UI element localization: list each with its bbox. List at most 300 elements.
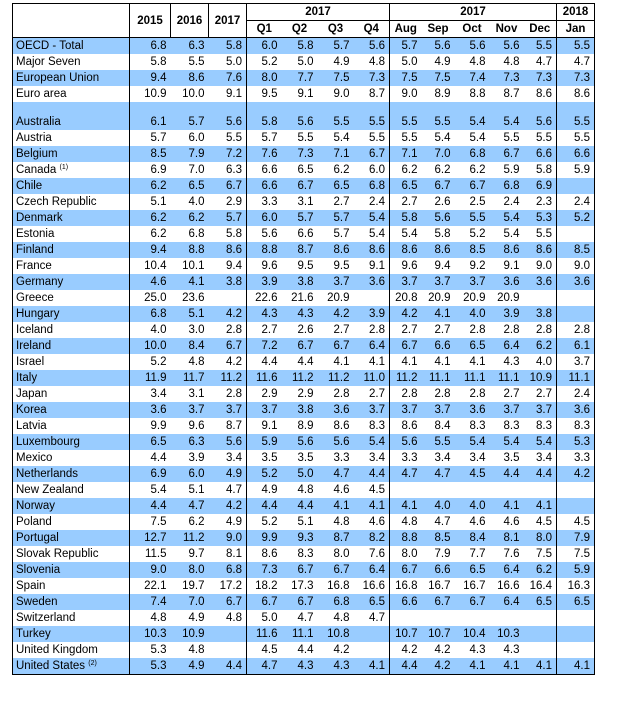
value-cell: 2.5 <box>469 196 486 208</box>
country-name: Germany <box>16 276 64 288</box>
spacer-cell <box>422 102 455 114</box>
table-row <box>13 402 595 418</box>
value-cell: 9.9 <box>150 420 167 432</box>
header-blank <box>13 4 130 38</box>
country-name-cell <box>13 514 130 530</box>
spacer-cell <box>282 102 318 114</box>
value-cell: 4.6 <box>503 516 520 528</box>
value-cell: 4.6 <box>333 484 350 496</box>
value-cell: 10.3 <box>130 626 171 642</box>
value-cell <box>354 642 390 658</box>
value-cell: 4.5 <box>524 514 557 530</box>
value-cell: 3.6 <box>524 274 557 290</box>
value-cell: 3.7 <box>318 274 354 290</box>
value-cell: 3.6 <box>318 402 354 418</box>
value-cell: 5.7 <box>318 38 354 55</box>
country-name: Czech Republic <box>16 196 97 208</box>
spacer-cell <box>455 102 490 114</box>
value-cell: 9.0 <box>574 260 590 272</box>
value-cell: 17.3 <box>291 580 314 592</box>
spacer-cell <box>390 102 422 114</box>
value-cell: 8.5 <box>422 530 455 546</box>
value-cell: 16.8 <box>395 580 418 592</box>
spacer-cell <box>171 102 209 114</box>
country-name-cell <box>13 242 130 258</box>
value-cell: 5.4 <box>490 114 524 130</box>
country-name: Spain <box>16 580 46 592</box>
value-cell: 12.7 <box>130 530 171 546</box>
value-cell: 4.4 <box>390 658 422 675</box>
value-cell: 5.4 <box>524 434 557 450</box>
value-cell: 4.7 <box>209 482 247 498</box>
value-cell: 10.9 <box>171 626 209 642</box>
value-cell: 11.2 <box>171 530 209 546</box>
value-cell: 9.6 <box>261 260 278 272</box>
value-cell: 9.2 <box>469 260 486 272</box>
country-name-cell <box>13 658 130 675</box>
value-cell: 5.5 <box>209 130 247 146</box>
country-name: Iceland <box>16 324 54 336</box>
value-cell: 20.9 <box>428 292 451 304</box>
value-cell: 8.6 <box>390 242 422 258</box>
value-cell: 8.6 <box>524 242 557 258</box>
value-cell: 2.9 <box>297 388 314 400</box>
value-cell: 5.4 <box>354 210 390 226</box>
table-row <box>13 290 595 306</box>
value-cell: 5.6 <box>209 434 247 450</box>
value-cell: 8.5 <box>130 146 171 162</box>
value-cell: 5.9 <box>557 562 595 578</box>
value-cell: 10.0 <box>182 88 205 100</box>
country-name: Korea <box>16 404 47 416</box>
footnote-marker: (1) <box>59 164 69 171</box>
value-cell: 7.0 <box>188 164 205 176</box>
value-cell: 2.8 <box>524 322 557 338</box>
value-cell: 4.7 <box>318 466 354 482</box>
value-cell: 8.6 <box>524 86 557 102</box>
country-name-cell <box>13 38 130 55</box>
value-cell: 3.9 <box>490 306 524 322</box>
value-cell: 8.9 <box>434 88 451 100</box>
value-cell: 22.6 <box>255 292 278 304</box>
value-cell: 9.1 <box>209 86 247 102</box>
spacer-cell <box>13 102 130 114</box>
value-cell: 6.5 <box>171 178 209 194</box>
value-cell: 7.3 <box>282 146 318 162</box>
value-cell: 3.7 <box>574 356 590 368</box>
value-cell: 3.7 <box>247 402 282 418</box>
country-name: New Zealand <box>16 484 84 496</box>
value-cell: 7.3 <box>247 562 282 578</box>
value-cell: 5.5 <box>422 434 455 450</box>
value-cell: 5.6 <box>422 210 455 226</box>
value-cell: 18.2 <box>255 580 278 592</box>
table-row <box>13 578 595 594</box>
value-cell: 4.7 <box>524 54 557 70</box>
table-row <box>13 370 595 386</box>
value-cell: 5.3 <box>130 658 171 675</box>
value-cell: 6.7 <box>282 562 318 578</box>
value-cell: 7.0 <box>171 594 209 610</box>
value-cell: 8.3 <box>524 418 557 434</box>
header-year-2016: 2016 <box>171 4 209 38</box>
value-cell: 4.1 <box>490 498 524 514</box>
value-cell: 5.1 <box>188 484 205 496</box>
value-cell: 22.1 <box>144 580 167 592</box>
country-name: Israel <box>16 356 45 368</box>
value-cell: 2.4 <box>574 196 590 208</box>
value-cell: 8.8 <box>247 242 282 258</box>
value-cell: 3.9 <box>354 306 390 322</box>
value-cell <box>209 642 247 658</box>
value-cell <box>209 626 247 642</box>
value-cell: 2.8 <box>333 388 350 400</box>
value-cell: 8.6 <box>354 242 390 258</box>
value-cell: 8.6 <box>209 242 247 258</box>
country-name: Japan <box>16 388 48 400</box>
value-cell: 4.1 <box>490 658 524 675</box>
value-cell: 4.4 <box>150 452 167 464</box>
country-name-cell <box>13 162 130 178</box>
value-cell: 10.3 <box>490 626 524 642</box>
value-cell: 4.2 <box>390 306 422 322</box>
value-cell: 4.5 <box>354 482 390 498</box>
spacer-cell <box>524 102 557 114</box>
table-row <box>13 86 595 102</box>
value-cell: 11.6 <box>247 626 282 642</box>
unemployment-table-container <box>12 3 595 675</box>
value-cell: 8.9 <box>297 420 314 432</box>
country-name-cell <box>13 594 130 610</box>
country-name-cell <box>13 386 130 402</box>
value-cell: 4.3 <box>318 658 354 675</box>
value-cell: 5.6 <box>261 228 278 240</box>
country-name-cell <box>13 130 130 146</box>
value-cell: 5.6 <box>455 38 490 55</box>
value-cell: 6.7 <box>318 338 354 354</box>
value-cell: 6.7 <box>455 594 490 610</box>
value-cell: 6.6 <box>247 178 282 194</box>
value-cell: 5.7 <box>209 210 247 226</box>
country-name: United Kingdom <box>16 644 98 656</box>
value-cell <box>422 482 455 498</box>
value-cell: 11.2 <box>318 370 354 386</box>
value-cell: 8.6 <box>422 242 455 258</box>
country-name-cell <box>13 370 130 386</box>
value-cell: 7.5 <box>574 548 590 560</box>
value-cell: 8.3 <box>354 418 390 434</box>
country-name-cell <box>13 578 130 594</box>
value-cell: 4.4 <box>297 356 314 368</box>
spacer-cell <box>490 102 524 114</box>
value-cell: 3.9 <box>247 274 282 290</box>
value-cell: 8.5 <box>557 242 595 258</box>
header-q1: Q1 <box>247 21 282 38</box>
value-cell: 4.9 <box>188 612 205 624</box>
value-cell: 5.7 <box>333 228 350 240</box>
value-cell: 5.5 <box>455 210 490 226</box>
value-cell: 16.7 <box>463 580 486 592</box>
value-cell: 21.6 <box>291 292 314 304</box>
value-cell: 11.2 <box>282 370 318 386</box>
value-cell: 2.8 <box>354 322 390 338</box>
value-cell: 3.4 <box>209 450 247 466</box>
country-name-cell <box>13 546 130 562</box>
header-sep: Sep <box>422 21 455 38</box>
value-cell: 5.6 <box>282 114 318 130</box>
value-cell <box>490 610 524 626</box>
value-cell: 2.9 <box>209 194 247 210</box>
value-cell: 4.1 <box>469 356 486 368</box>
value-cell: 4.8 <box>354 54 390 70</box>
country-name: Belgium <box>16 148 58 160</box>
table-row <box>13 338 595 354</box>
value-cell: 2.8 <box>469 388 486 400</box>
value-cell: 3.4 <box>469 452 486 464</box>
value-cell: 9.6 <box>188 420 205 432</box>
value-cell: 4.2 <box>557 466 595 482</box>
value-cell: 10.7 <box>390 626 422 642</box>
value-cell: 4.4 <box>209 658 247 675</box>
value-cell: 20.9 <box>497 292 520 304</box>
value-cell: 4.1 <box>390 498 422 514</box>
country-name: Switzerland <box>16 612 76 624</box>
value-cell: 7.6 <box>503 548 520 560</box>
value-cell <box>422 610 455 626</box>
value-cell: 16.4 <box>524 578 557 594</box>
value-cell: 8.5 <box>455 242 490 258</box>
value-cell: 11.1 <box>557 370 595 386</box>
value-cell: 9.1 <box>503 260 520 272</box>
value-cell: 7.4 <box>130 594 171 610</box>
value-cell: 5.6 <box>390 434 422 450</box>
value-cell: 3.6 <box>490 274 524 290</box>
header-oct: Oct <box>455 21 490 38</box>
footnote-marker: (2) <box>88 660 97 667</box>
value-cell: 2.4 <box>503 196 520 208</box>
value-cell: 3.1 <box>297 196 314 208</box>
value-cell: 11.5 <box>144 548 167 560</box>
value-cell: 7.2 <box>209 146 247 162</box>
value-cell: 4.4 <box>524 466 557 482</box>
table-row <box>13 610 595 626</box>
value-cell: 3.4 <box>150 388 167 400</box>
value-cell: 4.9 <box>434 56 451 68</box>
value-cell: 6.9 <box>130 466 171 482</box>
value-cell: 6.6 <box>390 594 422 610</box>
value-cell <box>490 482 524 498</box>
value-cell: 6.7 <box>209 178 247 194</box>
value-cell: 20.9 <box>327 292 350 304</box>
value-cell: 5.6 <box>490 38 524 55</box>
value-cell: 10.0 <box>130 338 171 354</box>
value-cell: 3.7 <box>390 274 422 290</box>
value-cell: 7.3 <box>490 70 524 86</box>
value-cell: 11.1 <box>282 626 318 642</box>
value-cell: 9.5 <box>261 88 278 100</box>
value-cell: 6.7 <box>354 146 390 162</box>
country-name-cell <box>13 54 130 70</box>
value-cell: 4.9 <box>209 466 247 482</box>
value-cell: 4.0 <box>188 196 205 208</box>
value-cell: 5.1 <box>171 306 209 322</box>
value-cell: 6.1 <box>557 338 595 354</box>
country-name-cell <box>13 274 130 290</box>
value-cell: 6.2 <box>130 178 171 194</box>
country-name-cell <box>13 338 130 354</box>
value-cell: 6.6 <box>261 164 278 176</box>
country-name: Sweden <box>16 596 58 608</box>
value-cell: 9.0 <box>401 88 418 100</box>
value-cell: 6.4 <box>354 562 390 578</box>
value-cell: 4.8 <box>469 56 486 68</box>
value-cell: 3.6 <box>557 402 595 418</box>
value-cell: 16.7 <box>428 580 451 592</box>
value-cell: 2.7 <box>261 324 278 336</box>
value-cell: 6.5 <box>297 164 314 176</box>
value-cell: 20.8 <box>395 292 418 304</box>
country-name: European Union <box>16 72 100 84</box>
header-month-group: 2017 <box>390 4 557 21</box>
country-name: Estonia <box>16 228 55 240</box>
spacer-cell <box>354 102 390 114</box>
value-cell: 6.2 <box>469 164 486 176</box>
value-cell <box>524 642 557 658</box>
value-cell: 4.1 <box>354 658 390 675</box>
value-cell: 6.5 <box>455 562 490 578</box>
value-cell: 6.5 <box>557 594 595 610</box>
header-quarter-group: 2017 <box>247 4 390 21</box>
value-cell: 4.5 <box>574 516 590 528</box>
table-row <box>13 626 595 642</box>
value-cell: 5.5 <box>390 114 422 130</box>
value-cell: 5.2 <box>150 356 167 368</box>
value-cell: 5.8 <box>390 210 422 226</box>
table-row <box>13 530 595 546</box>
value-cell: 6.7 <box>318 562 354 578</box>
value-cell: 7.5 <box>318 70 354 86</box>
value-cell: 4.7 <box>434 516 451 528</box>
value-cell: 6.7 <box>282 178 318 194</box>
country-name-cell <box>13 70 130 86</box>
header-q4: Q4 <box>354 21 390 38</box>
country-name: Greece <box>16 292 54 304</box>
value-cell: 5.7 <box>171 114 209 130</box>
value-cell: 4.7 <box>390 466 422 482</box>
value-cell: 2.4 <box>354 194 390 210</box>
value-cell: 6.2 <box>401 164 418 176</box>
value-cell: 9.0 <box>333 88 350 100</box>
country-name-cell <box>13 194 130 210</box>
value-cell: 5.5 <box>422 114 455 130</box>
value-cell: 11.0 <box>354 370 390 386</box>
value-cell: 6.0 <box>247 38 282 55</box>
value-cell: 5.5 <box>524 130 557 146</box>
value-cell: 5.8 <box>282 38 318 55</box>
value-cell: 4.8 <box>333 612 350 624</box>
table-row <box>13 114 595 130</box>
country-name-cell <box>13 146 130 162</box>
value-cell: 6.7 <box>422 594 455 610</box>
value-cell: 5.5 <box>188 56 205 68</box>
value-cell: 2.8 <box>209 386 247 402</box>
value-cell: 3.7 <box>171 402 209 418</box>
value-cell: 5.6 <box>354 38 390 55</box>
value-cell: 3.8 <box>282 274 318 290</box>
value-cell: 6.2 <box>333 164 350 176</box>
value-cell: 6.0 <box>171 466 209 482</box>
value-cell: 9.1 <box>354 258 390 274</box>
value-cell: 7.5 <box>390 70 422 86</box>
value-cell: 2.6 <box>297 324 314 336</box>
value-cell: 5.7 <box>282 210 318 226</box>
value-cell: 4.9 <box>261 484 278 496</box>
spacer-row <box>13 102 595 114</box>
value-cell: 4.4 <box>261 356 278 368</box>
country-name-cell <box>13 258 130 274</box>
country-name: Ireland <box>16 340 52 352</box>
value-cell: 3.5 <box>503 452 520 464</box>
value-cell: 8.0 <box>171 562 209 578</box>
value-cell: 6.2 <box>171 210 209 226</box>
value-cell: 7.2 <box>247 338 282 354</box>
spacer-cell <box>209 102 247 114</box>
value-cell: 6.8 <box>354 178 390 194</box>
value-cell: 11.1 <box>422 370 455 386</box>
country-name-cell <box>13 626 130 642</box>
country-name-cell <box>13 114 130 130</box>
country-name-cell <box>13 642 130 658</box>
value-cell: 6.5 <box>390 178 422 194</box>
value-cell: 8.0 <box>401 548 418 560</box>
value-cell: 6.2 <box>434 164 451 176</box>
value-cell: 4.8 <box>503 56 520 68</box>
value-cell: 4.1 <box>455 658 490 675</box>
value-cell: 3.5 <box>297 452 314 464</box>
table-row <box>13 466 595 482</box>
value-cell: 23.6 <box>182 292 205 304</box>
value-cell: 6.8 <box>490 178 524 194</box>
country-name: Turkey <box>16 628 51 640</box>
value-cell: 8.0 <box>247 70 282 86</box>
value-cell: 5.4 <box>434 132 451 144</box>
country-name: United States <box>16 660 86 672</box>
value-cell: 7.7 <box>282 70 318 86</box>
value-cell: 8.2 <box>354 530 390 546</box>
value-cell: 2.8 <box>503 324 520 336</box>
value-cell: 7.3 <box>524 70 557 86</box>
value-cell: 8.1 <box>209 546 247 562</box>
value-cell: 6.6 <box>524 146 557 162</box>
value-cell: 5.4 <box>503 228 520 240</box>
value-cell: 5.0 <box>282 466 318 482</box>
value-cell <box>557 642 595 658</box>
value-cell: 3.8 <box>209 274 247 290</box>
value-cell: 7.3 <box>557 70 595 86</box>
value-cell: 8.3 <box>469 420 486 432</box>
value-cell: 6.2 <box>524 338 557 354</box>
country-name-cell <box>13 562 130 578</box>
header-q2: Q2 <box>282 21 318 38</box>
value-cell: 4.0 <box>150 324 167 336</box>
value-cell: 2.7 <box>354 386 390 402</box>
value-cell: 5.7 <box>318 210 354 226</box>
value-cell: 7.5 <box>422 70 455 86</box>
table-row <box>13 178 595 194</box>
value-cell: 11.1 <box>490 370 524 386</box>
value-cell: 6.3 <box>171 434 209 450</box>
value-cell: 5.4 <box>401 228 418 240</box>
